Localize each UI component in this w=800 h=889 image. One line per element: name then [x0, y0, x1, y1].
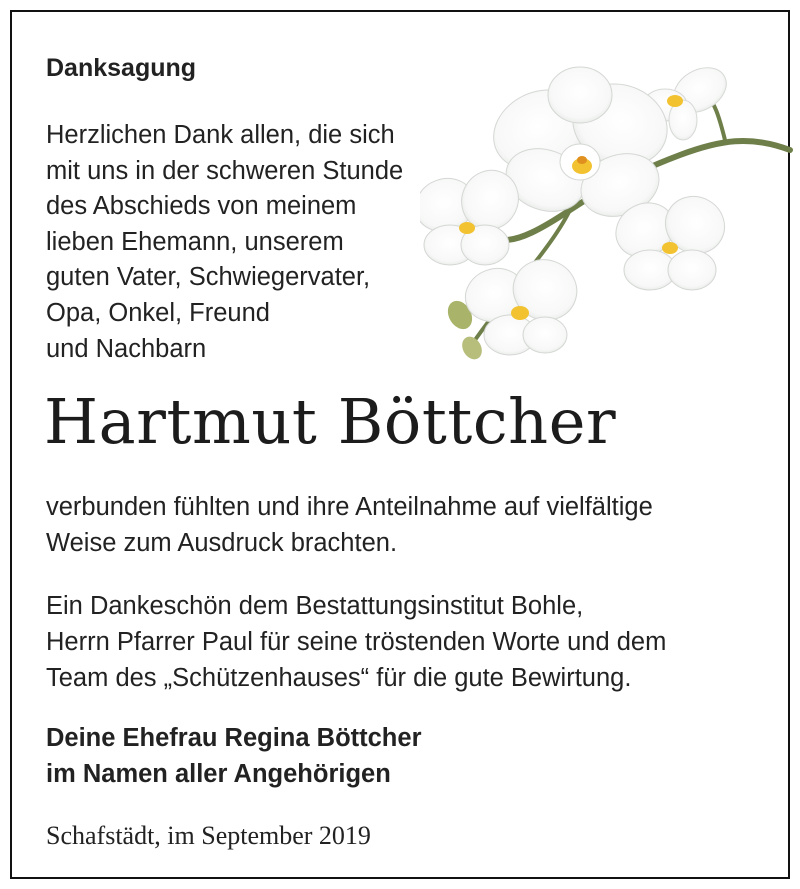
- paragraph-line: Ein Dankeschön dem Bestattungsinstitut Bohle,: [46, 592, 584, 620]
- intro-line: mit uns in der schweren Stunde: [46, 156, 404, 185]
- acknowledgement-paragraph: [46, 588, 666, 696]
- intro-line: Herzlichen Dank allen, die sich: [46, 121, 395, 149]
- thanks-paragraph: [46, 489, 653, 561]
- intro-line: des Abschieds von meinem: [46, 192, 357, 221]
- intro-text: [46, 118, 403, 367]
- orchid-icon: [420, 40, 795, 370]
- deceased-name: Hartmut Böttcher: [44, 385, 617, 458]
- paragraph-line: verbunden fühlten und ihre Anteilnahme auf vielfältige: [46, 493, 653, 521]
- paragraph-line: Weise zum Ausdruck brachten.: [46, 529, 398, 557]
- signature: [46, 720, 422, 792]
- paragraph-line: Herrn Pfarrer Paul für seine tröstenden Worte und dem: [46, 628, 667, 656]
- intro-line: und Nachbarn: [46, 334, 207, 363]
- notice-heading: Danksagung: [46, 54, 197, 82]
- intro-line: Opa, Onkel, Freund: [46, 298, 270, 327]
- signature-line: Deine Ehefrau Regina Böttcher: [46, 724, 422, 752]
- intro-line: lieben Ehemann, unserem: [46, 227, 344, 256]
- intro-line: guten Vater, Schwiegervater,: [46, 263, 371, 292]
- signature-line: im Namen aller Angehörigen: [46, 760, 391, 788]
- paragraph-line: Team des „Schützenhauses“ für die gute Bewirtung.: [46, 664, 632, 692]
- place-date: Schafstädt, im September 2019: [46, 821, 371, 850]
